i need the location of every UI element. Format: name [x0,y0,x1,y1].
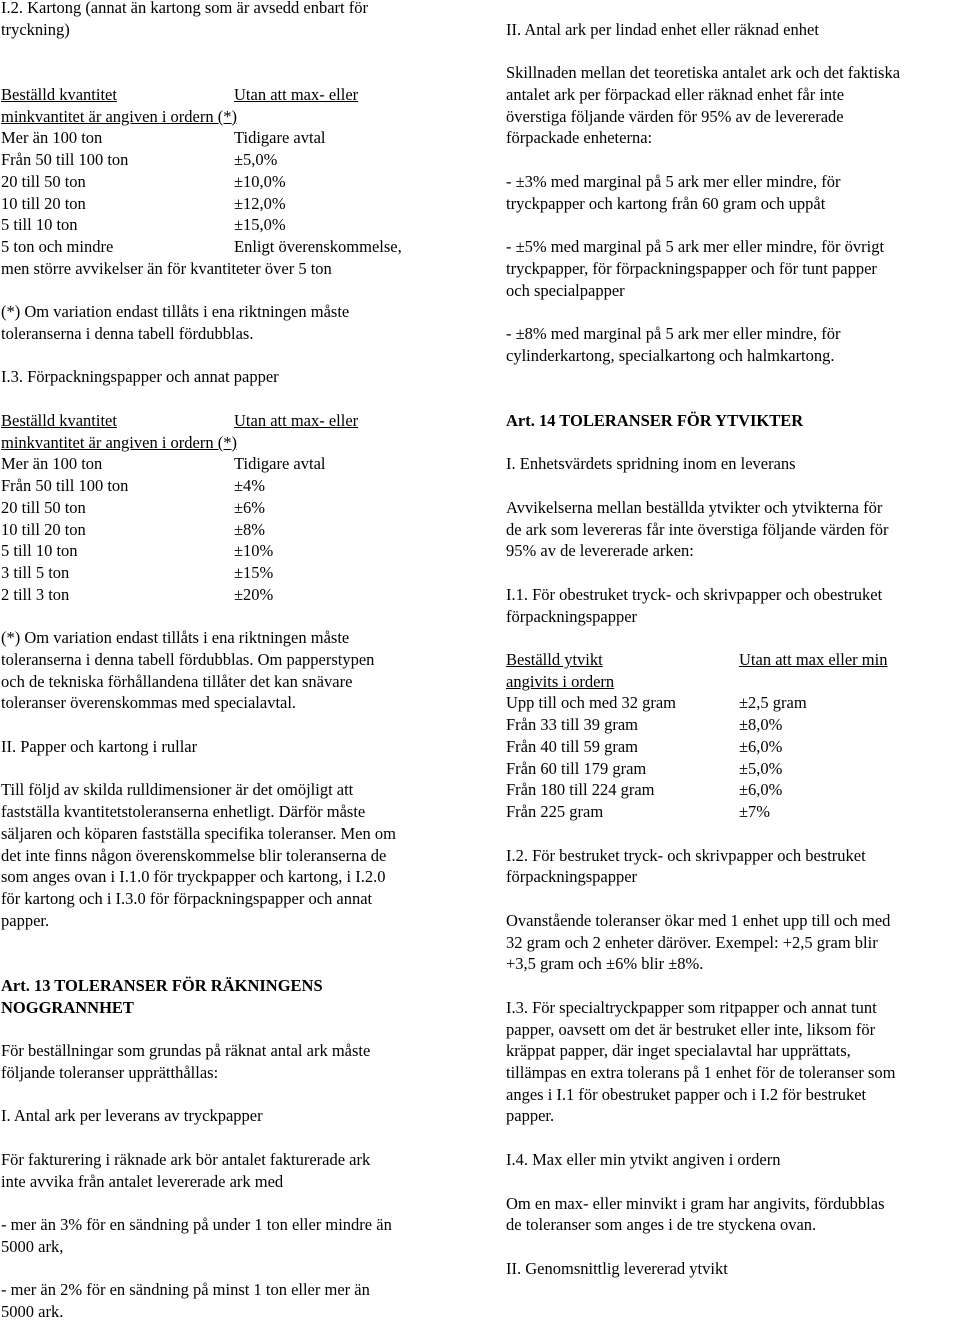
table-row-tol: ±6,0% [739,780,783,799]
table-row-tol: ±5,0% [234,150,278,169]
table-row-qty: 3 till 5 ton [1,563,70,582]
table-row-grammage: Från 60 till 179 gram [506,759,647,778]
section-heading-II-rolls: II. Papper och kartong i rullar [1,737,198,756]
table-header-tolerance: Utan att max- eller [234,411,359,430]
section-heading-spread: I. Enhetsvärdets spridning inom en leverans [506,454,796,473]
table-row-tol: ±7% [739,802,771,821]
table-header-ordered-grammage: Beställd ytvikt [506,650,603,669]
paragraph-rolls-line: Till följd av skilda rulldimensioner är det omöjligt att [1,780,354,799]
table-row-tol: ±8,0% [739,715,783,734]
table-row-qty: 20 till 50 ton [1,172,86,191]
section-heading-II-units: II. Antal ark per lindad enhet eller räknad enhet [506,20,819,39]
section-heading-1-2-line2: tryckning) [1,20,70,39]
section-heading-I3-line: kräppat papper, där inget specialavtal har upprättats, [506,1041,851,1060]
footnote-2-line4: toleranser överenskommas med specialavtal. [1,693,297,712]
table-row-qty: Från 50 till 100 ton [1,150,129,169]
paragraph-above-line: 32 gram och 2 enheter däröver. Exempel: +2,5 gram blir [506,933,878,952]
table-header-ordered-quantity: Beställd kvantitet [1,411,117,430]
table-row-grammage: Från 180 till 224 gram [506,780,655,799]
table-row-qty: Från 50 till 100 ton [1,476,129,495]
table-row-grammage: Från 40 till 59 gram [506,737,638,756]
table-header-line2: minkvantitet är angiven i ordern (*) [1,433,237,452]
section-heading-sheets-per-delivery: I. Antal ark per leverans av tryckpapper [1,1106,263,1125]
table-row-tol: ±8% [234,520,266,539]
table-header-tolerance: Utan att max- eller [234,85,359,104]
footnote-2-line2: toleranserna i denna tabell fördubblas. Om papperstypen [1,650,375,669]
paragraph-rolls-line: säljaren och köparen fastställa specifika toleranser. Men om [1,824,396,843]
table-row-tol: ±12,0% [234,194,286,213]
table-row-tol: ±2,5 gram [739,693,807,712]
paragraph-rolls-line: det inte finns någon överenskommelse blir toleranserna de [1,846,387,865]
section-heading-I2-line1: I.2. För bestruket tryck- och skrivpapper och bestruket [506,846,866,865]
paragraph-deviation-line: Avvikelserna mellan beställda ytvikter och ytvikterna för [506,498,883,517]
paragraph-difference-line: Skillnaden mellan det teoretiska antalet ark och det faktiska [506,63,901,82]
article-13-intro-line2: följande toleranser upprätthållas: [1,1063,219,1082]
table-row-qty: 10 till 20 ton [1,194,86,213]
section-heading-I2-line2: förpackningspapper [506,867,638,886]
bullet-3-percent-margin-line1: - ±3% med marginal på 5 ark mer eller mindre, för [506,172,841,191]
table-header-ordered-quantity: Beställd kvantitet [1,85,117,104]
bullet-5-percent-margin-line3: och specialpapper [506,281,625,300]
paragraph-max-min-line1: Om en max- eller minvikt i gram har angivits, fördubblas [506,1194,885,1213]
table-header-line2: angivits i ordern [506,672,615,691]
article-13-intro-line1: För beställningar som grundas på räknat antal ark måste [1,1041,371,1060]
bullet-3-percent-margin-line2: tryckpapper och kartong från 60 gram och uppåt [506,194,826,213]
paragraph-difference-line: antalet ark per förpackad eller räknad enhet får inte [506,85,845,104]
table-row-tol: ±6,0% [739,737,783,756]
paragraph-deviation-line: de ark som levereras får inte överstiga följande värden för [506,520,889,539]
table-row-qty: 20 till 50 ton [1,498,86,517]
table-row-qty: 5 till 10 ton [1,541,78,560]
paragraph-max-min-line2: de toleranser som anges i de tre styckena ovan. [506,1215,817,1234]
article-14-heading: Art. 14 TOLERANSER FÖR YTVIKTER [506,411,804,430]
table-row-tol: ±5,0% [739,759,783,778]
paragraph-difference-line: förpackade enheterna: [506,128,653,147]
bullet-2-percent-line2: 5000 ark. [1,1302,64,1321]
bullet-5-percent-margin-line1: - ±5% med marginal på 5 ark mer eller mindre, för övrigt [506,237,885,256]
table-header-tolerance: Utan att max eller min [739,650,888,669]
article-13-heading-line2: NOGGRANNHET [1,998,134,1017]
section-heading-I3-line: I.3. För specialtryckpapper som ritpapper och annat tunt [506,998,877,1017]
bullet-3-percent-line2: 5000 ark, [1,1237,64,1256]
article-13-heading-line1: Art. 13 TOLERANSER FÖR RÄKNINGENS [1,976,323,995]
table-row-tol: ±15% [234,563,274,582]
section-heading-I4: I.4. Max eller min ytvikt angiven i ordern [506,1150,781,1169]
footnote-2-line3: och de tekniska förhållandena tillåter det kan snävare [1,672,353,691]
section-heading-I3-line: anges i I.1 för obestruket papper och i I.2 för bestruket [506,1085,867,1104]
table-row-tol: ±10% [234,541,274,560]
paragraph-rolls-line: som anges ovan i I.1.0 för tryckpapper och kartong, i I.2.0 [1,867,386,886]
table-row-grammage: Från 225 gram [506,802,604,821]
table-row-qty: 10 till 20 ton [1,520,86,539]
section-heading-I3-line: tillämpas en extra tolerans på 1 enhet för de toleranser som [506,1063,896,1082]
paragraph-rolls-line: fastställa kvantitetstoleranserna enhetligt. Därför måste [1,802,366,821]
table-row-tol: ±15,0% [234,215,286,234]
section-heading-1-2-line1: I.2. Kartong (annat än kartong som är avsedd enbart för [1,0,368,17]
bullet-8-percent-margin-line1: - ±8% med marginal på 5 ark mer eller mindre, för [506,324,841,343]
table-row-tol: Enligt överenskommelse, [234,237,402,256]
footnote-2-line1: (*) Om variation endast tillåts i ena riktningen måste [1,628,350,647]
paragraph-above-line: Ovanstående toleranser ökar med 1 enhet upp till och med [506,911,891,930]
bullet-8-percent-margin-line2: cylinderkartong, specialkartong och halmkartong. [506,346,835,365]
table-row-grammage: Från 33 till 39 gram [506,715,638,734]
bullet-5-percent-margin-line2: tryckpapper, för förpackningspapper och för tunt papper [506,259,877,278]
paragraph-rolls-line: papper. [1,911,50,930]
paragraph-difference-line: överstiga följande värden för 95% av de levererade [506,107,844,126]
table-row-tol: ±4% [234,476,266,495]
table-row-tol: ±6% [234,498,266,517]
section-heading-I1-line1: I.1. För obestruket tryck- och skrivpapper och obestruket [506,585,883,604]
footnote-1-line2: toleranserna i denna tabell fördubblas. [1,324,254,343]
table-row-qty: 2 till 3 ton [1,585,70,604]
paragraph-above-line: +3,5 gram och ±6% blir ±8%. [506,954,704,973]
section-heading-average-grammage: II. Genomsnittlig levererad ytvikt [506,1259,728,1278]
table-row-tol: Tidigare avtal [234,454,326,473]
footnote-1-line1: (*) Om variation endast tillåts i ena riktningen måste [1,302,350,321]
section-heading-1-3: I.3. Förpackningspapper och annat papper [1,367,279,386]
paragraph-invoicing-line1: För fakturering i räknade ark bör antalet fakturerade ark [1,1150,371,1169]
paragraph-invoicing-line2: inte avvika från antalet levererade ark med [1,1172,284,1191]
section-heading-I3-line: papper. [506,1106,555,1125]
table-row-qty: 5 ton och mindre [1,237,114,256]
table-row-tol: ±10,0% [234,172,286,191]
section-heading-I1-line2: förpackningspapper [506,607,638,626]
bullet-3-percent-line1: - mer än 3% för en sändning på under 1 ton eller mindre än [1,1215,392,1234]
table-row-qty: Mer än 100 ton [1,454,103,473]
paragraph-rolls-line: för kartong och i I.3.0 för förpackningspapper och annat [1,889,373,908]
table-header-line2: minkvantitet är angiven i ordern (*) [1,107,237,126]
table-row-qty: 5 till 10 ton [1,215,78,234]
table-row-qty: Mer än 100 ton [1,128,103,147]
bullet-2-percent-line1: - mer än 2% för en sändning på minst 1 ton eller mer än [1,1280,370,1299]
paragraph-deviation-line: 95% av de levererade arken: [506,541,694,560]
table-row-tol: ±20% [234,585,274,604]
table-row-grammage: Upp till och med 32 gram [506,693,677,712]
table-row-tol: Tidigare avtal [234,128,326,147]
table-tail-line: men större avvikelser än för kvantiteter över 5 ton [1,259,332,278]
section-heading-I3-line: papper, oavsett om det är bestruket eller inte, liksom för [506,1020,876,1039]
